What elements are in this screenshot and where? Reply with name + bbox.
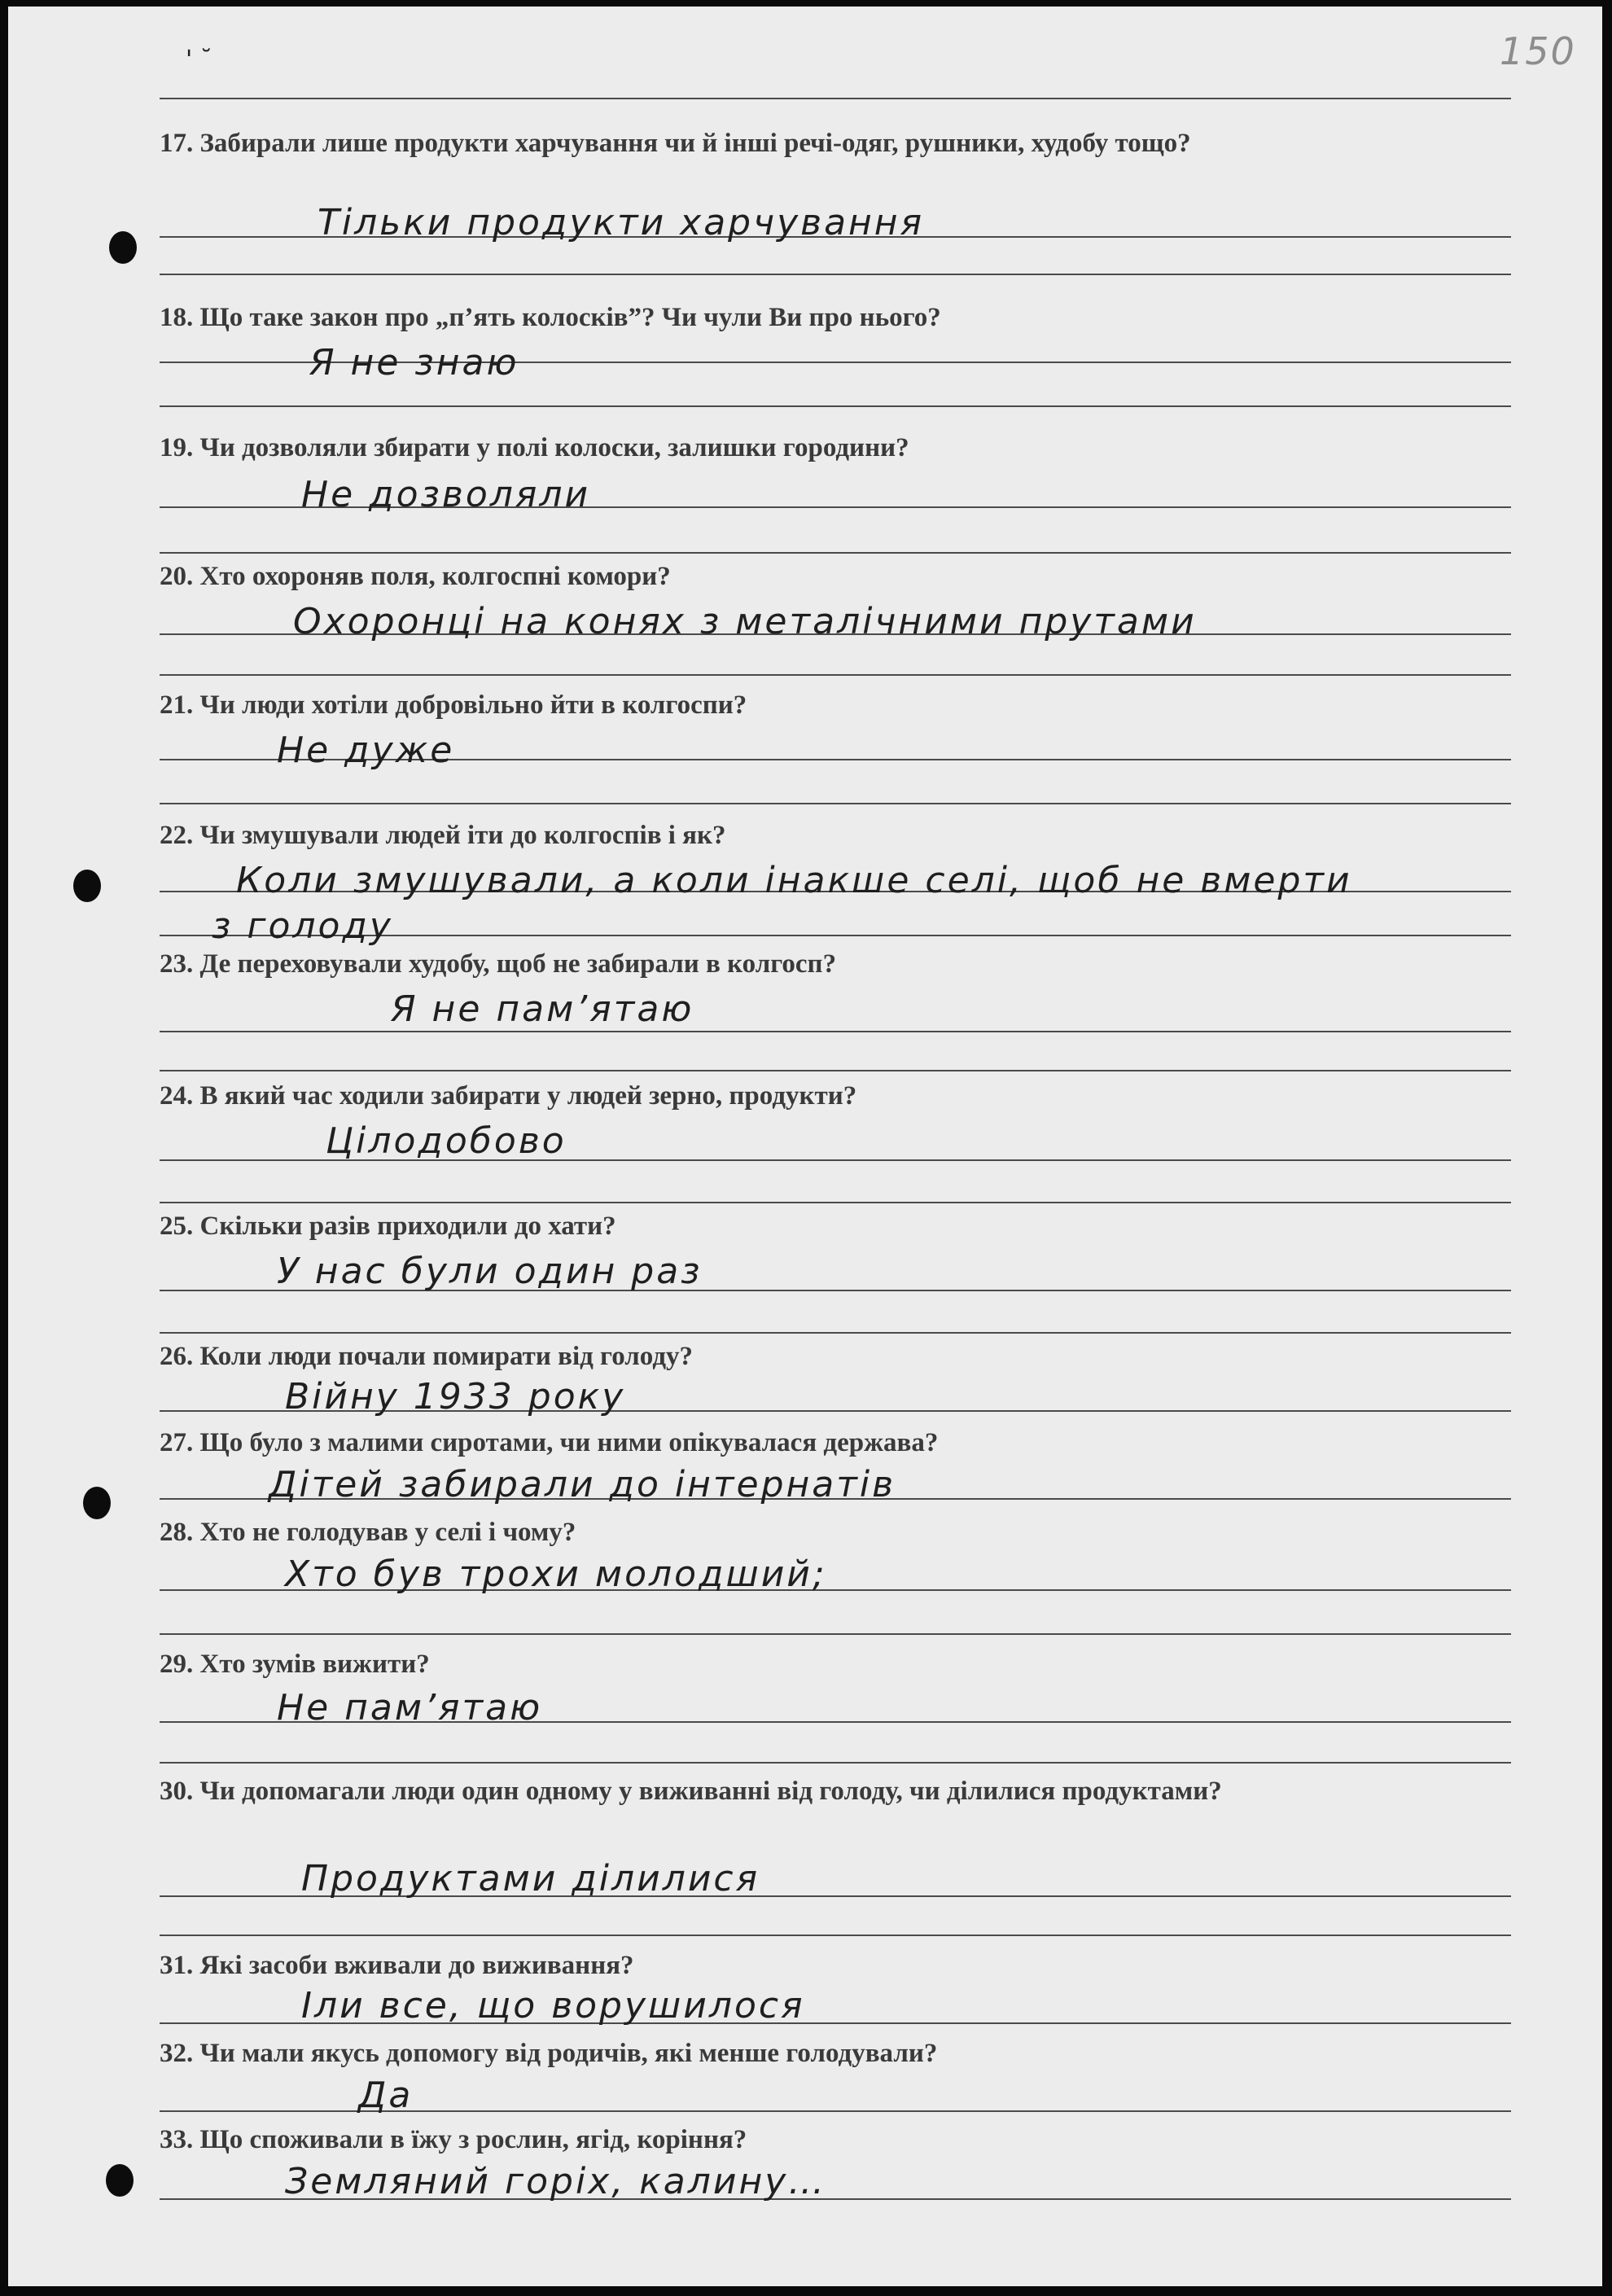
question-32: 32. Чи мали якусь допомогу від родичів, які менше голодували? — [160, 2039, 938, 2068]
ruled-line — [160, 552, 1511, 554]
question-24: 24. В який час ходили забирати у людей зерно, продукти? — [160, 1081, 857, 1111]
answer-22: Коли змушували, а коли інакше селі, щоб не вмерти — [236, 860, 1352, 901]
answer-24: Цілодобово — [326, 1120, 567, 1162]
question-22: 22. Чи змушували людей іти до колгоспів і як? — [160, 821, 726, 850]
question-23: 23. Де переховували худобу, щоб не забирали в колгосп? — [160, 949, 837, 979]
ruled-line — [160, 1633, 1511, 1635]
ruled-line — [160, 1332, 1511, 1334]
answer-29: Не пам’ятаю — [277, 1687, 543, 1729]
answer-32: Да — [358, 2075, 414, 2116]
ruled-line — [160, 1935, 1511, 1936]
answer-26: Війну 1933 року — [285, 1376, 626, 1417]
ruled-line — [160, 674, 1511, 676]
question-17: 17. Забирали лише продукти харчування чи й інші речі-одяг, рушники, худобу тощо? — [160, 129, 1191, 158]
question-29: 29. Хто зумів вижити? — [160, 1650, 430, 1679]
questionnaire-page — [8, 7, 1602, 2286]
ruled-line — [160, 1762, 1511, 1764]
ruled-line — [160, 274, 1511, 275]
question-30: 30. Чи допомагали люди один одному у виживанні від голоду, чи ділилися продуктами? — [160, 1777, 1222, 1806]
answer-33: Земляний горіх, калину… — [285, 2161, 827, 2202]
punch-hole-icon — [73, 870, 101, 902]
answer-30: Продуктами ділилися — [301, 1858, 760, 1899]
answer-21: Не дуже — [277, 730, 455, 771]
answer-20: Охоронці на конях з металічними прутами — [293, 601, 1197, 642]
ruled-line — [160, 98, 1511, 99]
answer-25: У нас були один раз — [277, 1251, 703, 1292]
question-18: 18. Що таке закон про „п’ять колосків”? Чи чули Ви про нього? — [160, 303, 941, 332]
ruled-line — [160, 1070, 1511, 1071]
question-21: 21. Чи люди хотіли добровільно йти в колгоспи? — [160, 690, 747, 720]
question-33: 33. Що споживали в їжу з рослин, ягід, коріння? — [160, 2125, 747, 2154]
page-number: 150 — [1500, 29, 1576, 73]
answer-27: Дітей забирали до інтернатів — [269, 1464, 896, 1505]
question-20: 20. Хто охороняв поля, колгоспні комори? — [160, 562, 671, 591]
corner-marks: ' ˘ — [186, 46, 212, 74]
answer-22-continued: з голоду — [212, 905, 393, 947]
question-31: 31. Які засоби вживали до виживання? — [160, 1951, 634, 1980]
answer-18: Я не знаю — [309, 342, 519, 383]
question-19: 19. Чи дозволяли збирати у полі колоски, залишки городини? — [160, 433, 909, 462]
question-26: 26. Коли люди почали помирати від голоду? — [160, 1342, 694, 1371]
ruled-line — [160, 1031, 1511, 1032]
answer-17: Тільки продукти харчування — [318, 202, 925, 243]
question-27: 27. Що було з малими сиротами, чи ними опікувалася держава? — [160, 1428, 939, 1457]
answer-31: Іли все, що ворушилося — [301, 1985, 805, 2027]
answer-28: Хто був трохи молодший; — [285, 1553, 827, 1595]
ruled-line — [160, 405, 1511, 407]
answer-19: Не дозволяли — [301, 474, 591, 515]
ruled-line — [160, 803, 1511, 804]
answer-23: Я не пам’ятаю — [391, 988, 694, 1030]
punch-hole-icon — [109, 231, 137, 264]
question-25: 25. Скільки разів приходили до хати? — [160, 1212, 616, 1241]
ruled-line — [160, 1202, 1511, 1203]
question-28: 28. Хто не голодував у селі і чому? — [160, 1518, 576, 1547]
punch-hole-icon — [106, 2164, 134, 2197]
punch-hole-icon — [83, 1487, 111, 1519]
